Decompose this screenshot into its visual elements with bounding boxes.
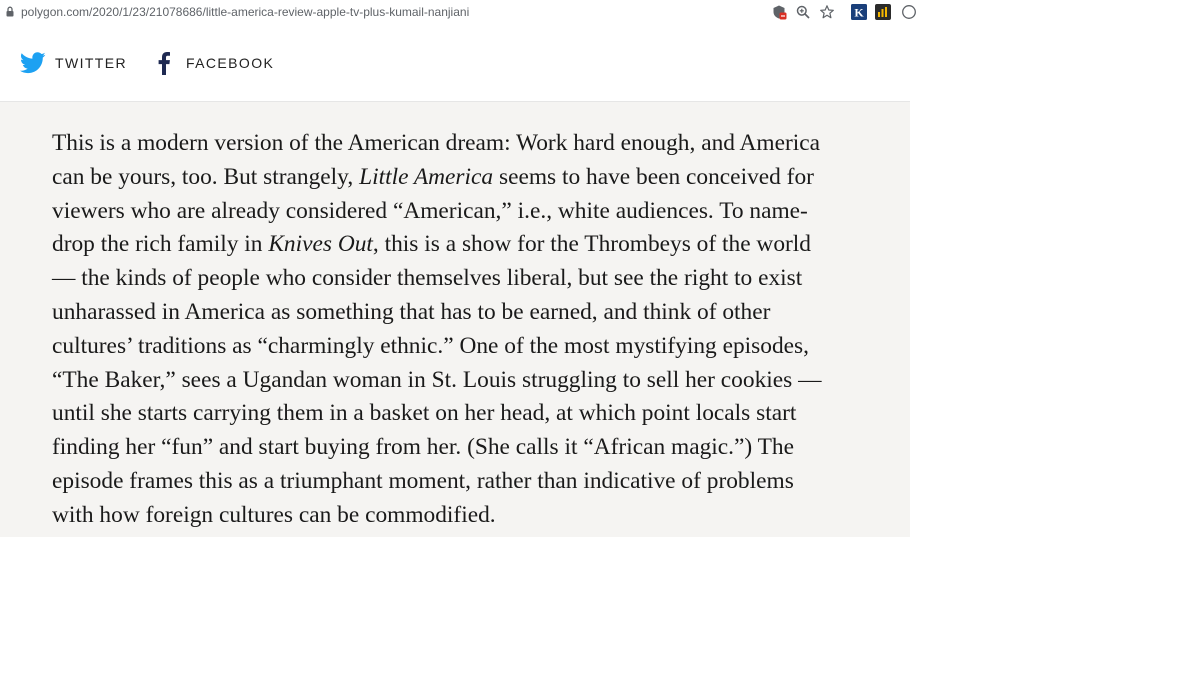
k-extension-label: K (854, 5, 864, 20)
facebook-label: FACEBOOK (186, 55, 275, 71)
chart-extension-icon[interactable] (875, 4, 891, 20)
article-body (0, 102, 910, 537)
article-line (52, 161, 902, 195)
bookmark-star-icon[interactable] (819, 4, 835, 20)
article-line (52, 330, 902, 364)
article-text-run: with how foreign cultures can be commodified. (52, 501, 496, 528)
k-extension-icon[interactable] (851, 4, 867, 20)
article-text-run: finding her “fun” and start buying from her. (She calls it “African magic.”) The (52, 434, 794, 461)
social-share-bar (0, 24, 910, 102)
article-line (52, 499, 902, 533)
article-line (52, 195, 902, 229)
browser-address-bar (0, 0, 910, 25)
article-line (52, 397, 902, 431)
article-line (52, 296, 902, 330)
article-text-run: This is a modern version of the American dream: Work hard enough, and America (52, 130, 821, 156)
article-text-run: episode frames this as a triumphant moment, rather than indicative of problems (52, 467, 794, 494)
article-text-run: drop the rich family in (52, 231, 269, 258)
address-bar-url[interactable]: polygon.com/2020/1/23/21078686/little-america-review-apple-tv-plus-kumail-nanjiani (21, 5, 470, 19)
article-text-run: cultures’ traditions as “charmingly ethnic.” One of the most mystifying episodes, (52, 332, 809, 359)
twitter-label: TWITTER (55, 55, 128, 71)
article-text-run: — the kinds of people who consider themselves liberal, but see the right to exist (52, 265, 803, 292)
facebook-f-icon (158, 51, 170, 75)
italic-title: Knives Out (268, 231, 373, 258)
facebook-share-link[interactable] (158, 52, 274, 74)
ad-block-icon[interactable] (771, 4, 787, 20)
article-line (52, 431, 902, 465)
profile-icon[interactable] (901, 4, 917, 20)
article-line (52, 364, 902, 398)
article-text-run: viewers who are already considered “American,” i.e., white audiences. To name- (52, 197, 808, 224)
article-text-run: seems to have been conceived for (493, 163, 814, 190)
article-paragraph (52, 127, 902, 533)
article-line (52, 127, 902, 161)
twitter-bird-icon (20, 52, 46, 74)
article-text-run: until she starts carrying them in a basket on her head, at which point locals start (52, 400, 797, 427)
zoom-icon[interactable] (795, 4, 811, 20)
lock-icon[interactable] (6, 6, 14, 17)
article-text-run: can be yours, too. But strangely, (52, 163, 360, 190)
italic-title: Little America (359, 163, 494, 190)
article-text-run: unharassed in America as something that has to be earned, and think of other (52, 298, 771, 325)
article-text-run: “The Baker,” sees a Ugandan woman in St. Louis struggling to sell her cookies — (52, 366, 822, 393)
article-line (52, 465, 902, 499)
twitter-share-link[interactable] (20, 52, 127, 74)
article-line (52, 262, 902, 296)
article-text-run: , this is a show for the Thrombeys of the world (372, 231, 812, 258)
article-line (52, 228, 902, 262)
